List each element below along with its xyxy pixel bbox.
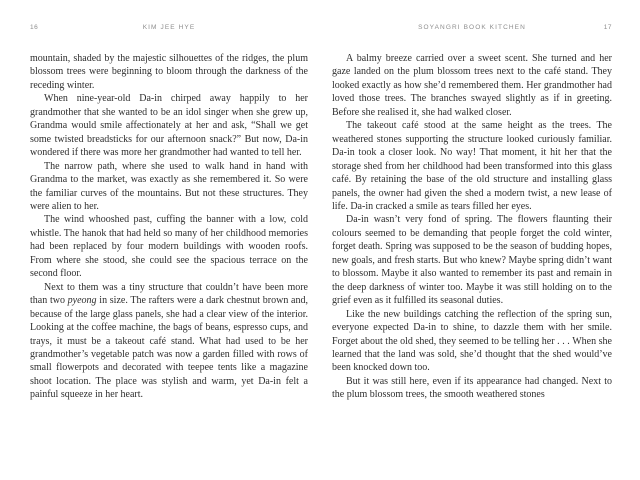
paragraph: But it was still here, even if its appearance had changed. Next to the plum blossom trees, the smooth weathered stones [332, 375, 612, 401]
paragraph: The takeout café stood at the same height as the trees. The weathered stones supporting the structure looked curiously familiar. Da-in took a closer look. No way! That moment, it hit her that the storage shed from her childhood had been transformed into this glass café. By retaining the base of the old structure and installing glass panels, the owner had given the shed a modern twist, a new lease of life. Da-in cracked a smile as tears filled her eyes. [332, 120, 612, 212]
page-number-left: 16 [30, 24, 39, 31]
paragraph: mountain, shaded by the majestic silhouettes of the ridges, the plum blossom trees were beginning to bloom through the darkness of the receding winter. [30, 53, 308, 91]
running-head-book-title: SOYANGRI BOOK KITCHEN [418, 24, 526, 31]
right-page-body [332, 52, 612, 402]
paragraph: The narrow path, where she used to walk hand in hand with Grandma to the market, was exactly as she remembered it. So were the familiar curves of the mountains. But not these structures. They were alien to her. [30, 160, 308, 212]
paragraph: Like the new buildings catching the reflection of the spring sun, everyone expected Da-in to shine, to dazzle them with her smile. Forget about the old shed, they seemed to be telling her . . . When she learned that the land was sold, she’d thought that the shed would’ve been knocked down too. [332, 308, 612, 374]
paragraph: Next to them was a tiny structure that couldn’t have been more than two pyeong in size. The rafters were a dark chestnut brown and, because of the large glass panels, she had a clear view of the interior. Looking at the coffee machine, the bags of beans, espresso cups, and trays, it must be a takeout café stand. What had used to be her grandmother’s vegetable patch was now a garden filled with rows of small flowerpots and decorated with teepee tents like a magazine shoot location. The place was stylish and warm, yet Da-in felt a painful squeeze in her heart. [30, 281, 308, 401]
right-page [332, 24, 612, 402]
paragraph: A balmy breeze carried over a sweet scent. She turned and her gaze landed on the plum blossom trees next to the café stand. They looked exactly as how she’d remembered them. Her grandmother had loved those trees. The branches swayed slightly as if in greeting. Before she realised it, she had walked closer. [332, 53, 612, 118]
paragraph: Da-in wasn’t very fond of spring. The flowers flaunting their colours seemed to be demanding that people forget the cold winter, forget death. Spring was supposed to be the season of budding hopes, new goals, and fresh starts. But who knew? Maybe spring didn’t want to blossom. Maybe it also wanted to remember its past and remain in the deep darkness of winter too. Maybe it was still holding on to the grief even as it fulfilled its seasonal duties. [332, 214, 612, 307]
left-running-header [30, 24, 308, 34]
left-page-body [30, 52, 308, 402]
right-running-header [332, 24, 612, 34]
left-page [30, 24, 308, 402]
running-head-author: KIM JEE HYE [142, 24, 196, 31]
paragraph: When nine-year-old Da-in chirped away happily to her grandmother that she wanted to be an idol singer when she grew up, Grandma would smile affectionately at her and ask, “Shall we get some twisted breadsticks for our afternoon snack?” But now, Da-in wondered if there was more her grandmother had wanted to tell her. [30, 93, 308, 159]
page-number-right: 17 [603, 24, 612, 31]
paragraph: The wind whooshed past, cuffing the banner with a low, cold whistle. The hanok that had held so many of her childhood memories had been replaced by four modern buildings with wooden roofs. From where she stood, she could see the spacious terrace on the second floor. [30, 214, 308, 280]
